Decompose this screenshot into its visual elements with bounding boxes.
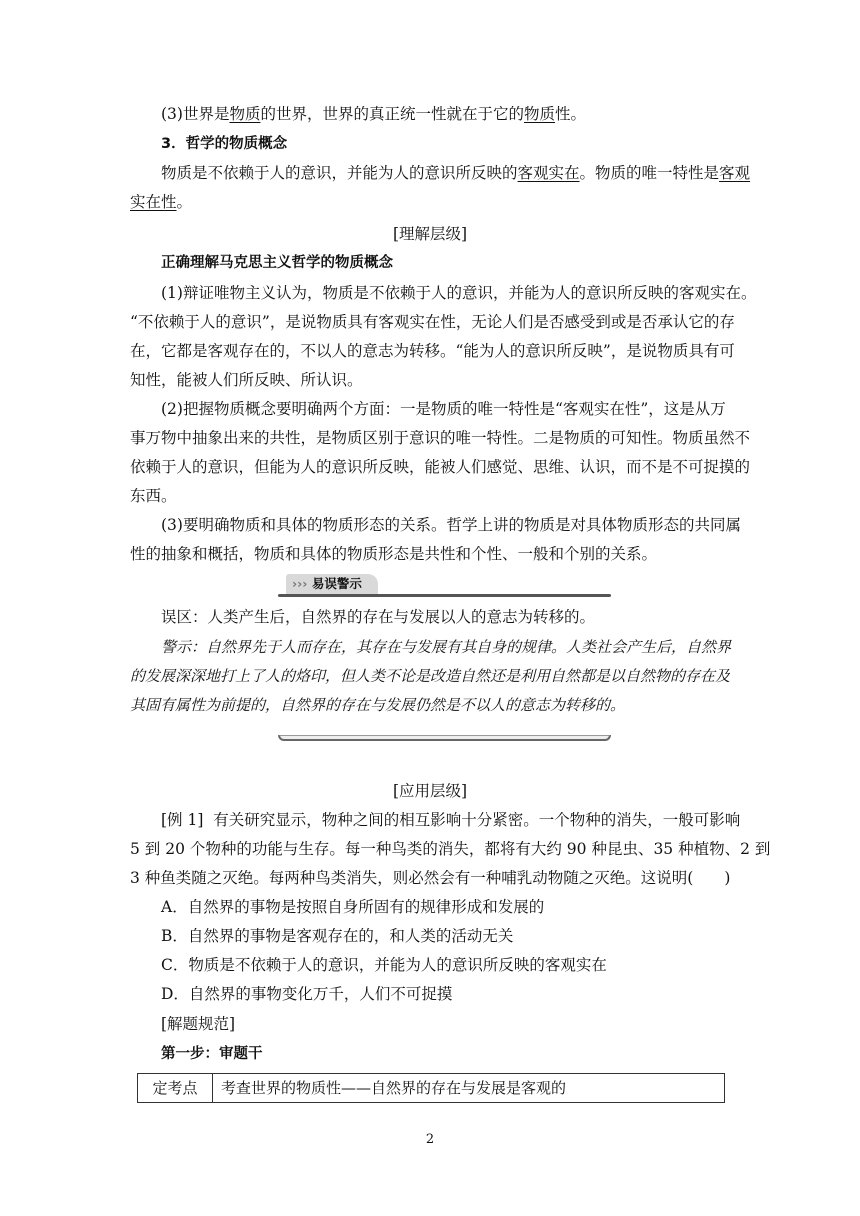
section-heading-3: 3．哲学的物质概念 (161, 136, 288, 152)
para2-line: (2)把握物质概念要明确两个方面：一是物质的唯一特性是“客观实在性”，这是从万 (161, 400, 726, 418)
concept-title: 正确理解马克思主义哲学的物质概念 (161, 255, 393, 271)
table-row (138, 1074, 725, 1103)
chevrons-icon: ››› (292, 576, 308, 591)
text-fragment: 性。 (555, 105, 587, 123)
example-stem-line (161, 809, 761, 831)
warning-top-rule (278, 594, 611, 597)
level-understand-label: [理解层级] (392, 225, 468, 243)
underlined-term: 实在性 (130, 193, 177, 211)
option-d: D．自然界的事物变化万千，人们不可捉摸 (161, 985, 453, 1003)
example-stem-line: 5 到 20 个物种的功能与生存。每一种鸟类的消失，都将有大约 90 种昆虫、35 种植物、2 到 (130, 840, 771, 858)
option-b: B．自然界的事物是客观存在的，和人类的活动无关 (161, 927, 514, 945)
level-apply-label: [应用层级] (392, 782, 468, 800)
warning-note-line: 其固有属性为前提的，自然界的存在与发展仍然是不以人的意志为转移的。 (130, 696, 626, 714)
underlined-term: 客观 (719, 164, 751, 182)
table-content-cell: 考查世界的物质性——自然界的存在与发展是客观的 (213, 1074, 725, 1103)
para1-line: (1)辩证唯物主义认为，物质是不依赖于人的意识，并能为人的意识所反映的客观实在。 (161, 284, 757, 302)
text-fragment: (3)世界是 (161, 105, 230, 123)
warning-note-line: 警示：自然界先于人而存在，其存在与发展有其自身的规律。人类社会产生后，自然界 (161, 638, 732, 656)
para1-line: “不依赖于人的意识”，是说物质具有客观实在性，无论人们是否感受到或是否承认它的存 (130, 313, 735, 331)
example-label: [例 1] (161, 811, 204, 829)
example-stem-line: 3 种鱼类随之灭绝。每两种鸟类消失，则必然会有一种哺乳动物随之灭绝。这说明( ) (130, 869, 731, 887)
warning-bottom-rule (278, 735, 611, 741)
option-c: C．物质是不依赖于人的意识，并能为人的意识所反映的客观实在 (161, 956, 607, 974)
underlined-term: 物质 (524, 105, 556, 123)
table-head-cell: 定考点 (138, 1074, 213, 1103)
text-fragment: 物质是不依赖于人的意识，并能为人的意识所反映的 (161, 164, 518, 182)
para3-line: 性的抽象和概括，物质和具体的物质形态是共性和个性、一般和个别的关系。 (130, 545, 658, 563)
text-fragment: 。 (176, 193, 193, 211)
warning-tab (286, 574, 378, 594)
analysis-table (137, 1073, 725, 1103)
text-fragment: 。物质的唯一特性是 (579, 164, 720, 182)
warning-tab-label: 易误警示 (311, 576, 362, 591)
para1-line: 在，它都是客观存在的，不以人的意志为转移。“能为人的意识所反映”，是说物质具有可 (130, 342, 735, 360)
para3-line: (3)要明确物质和具体的物质形态的关系。哲学上讲的物质是对具体物质形态的共同属 (161, 516, 741, 534)
para2-line: 依赖于人的意识，但能为人的意识所反映，能被人们感觉、思维、认识，而不是不可捉摸的 (130, 458, 751, 476)
page-number: 2 (425, 1132, 435, 1147)
solution-label: [解题规范] (161, 1015, 236, 1033)
option-a: A．自然界的事物是按照自身所固有的规律形成和发展的 (161, 898, 545, 916)
warning-note-line: 的发展深深地打上了人的烙印，但人类不论是改造自然还是利用自然都是以自然物的存在及 (130, 667, 731, 685)
step1-heading: 第一步：审题干 (161, 1046, 263, 1062)
text-fragment: 的世界，世界的真正统一性就在于它的 (260, 105, 524, 123)
definition-line-1 (161, 162, 761, 184)
underlined-term: 物质 (229, 105, 261, 123)
text-fragment: 有关研究显示，物种之间的相互影响十分紧密。一个物种的消失，一般可影响 (213, 811, 741, 829)
warning-misconception: 误区：人类产生后，自然界的存在与发展以人的意志为转移的。 (161, 608, 596, 626)
para2-line: 东西。 (130, 487, 177, 505)
underlined-term: 客观实在 (517, 164, 580, 182)
para1-line: 知性，能被人们所反映、所认识。 (130, 371, 363, 389)
definition-line-2 (130, 191, 730, 213)
para2-line: 事万物中抽象出来的共性，是物质区别于意识的唯一特性。二是物质的可知性。物质虽然不 (130, 429, 751, 447)
statement-3 (161, 103, 761, 125)
